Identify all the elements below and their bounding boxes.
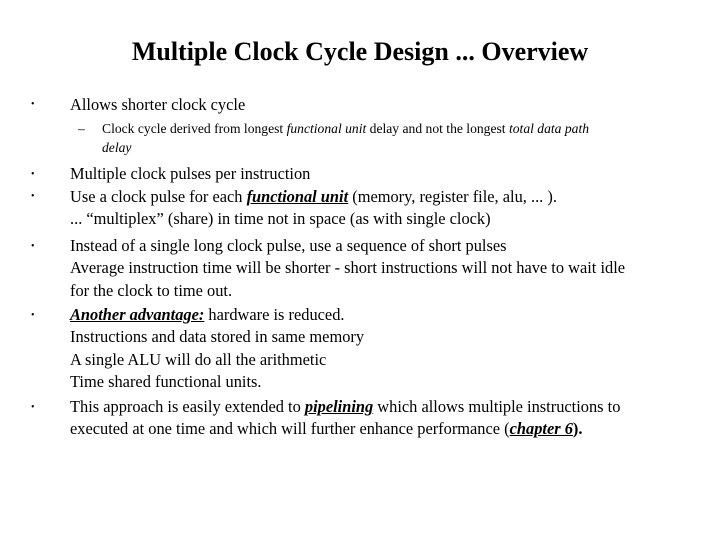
sub-text-functional-unit: functional unit <box>286 121 367 136</box>
sub-text-mid: delay and not the longest <box>366 121 509 136</box>
bullet-3-functional-unit: functional unit <box>246 187 349 206</box>
bullet-6-post: which allows multiple instructions to <box>373 397 621 416</box>
bullet-6-cont-post: ). <box>572 419 583 439</box>
bullet-6-text <box>70 396 690 441</box>
bullet-dot: • <box>31 241 35 252</box>
bullet-3-text <box>70 186 690 231</box>
bullet-6-pipelining: pipelining <box>304 397 374 416</box>
bullet-3-post: (memory, register file, alu, ... ). <box>348 187 557 206</box>
bullet-6-pre: This approach is easily extended to <box>70 397 305 416</box>
bullet-4-line2: Average instruction time will be shorter - short instructions will not have to wait idle <box>70 258 626 278</box>
bullet-dot: • <box>31 402 35 413</box>
slide-title: Multiple Clock Cycle Design ... Overview <box>131 37 589 66</box>
bullet-3-cont: ... “multiplex” (share) in time not in space (as with single clock) <box>70 209 491 229</box>
bullet-5-another-advantage: Another advantage: <box>70 305 205 324</box>
sub-text-pre: Clock cycle derived from longest <box>102 121 287 136</box>
bullet-5-line2: Instructions and data stored in same memory <box>70 327 365 347</box>
bullet-5-text <box>70 304 690 394</box>
sub-text-delay: delay <box>102 140 132 155</box>
bullet-dot: • <box>31 169 35 180</box>
bullet-dot: • <box>31 99 35 110</box>
bullet-dot: • <box>31 191 35 202</box>
bullet-4-line3: for the clock to time out. <box>70 280 233 300</box>
bullet-5-line4: Time shared functional units. <box>70 372 262 392</box>
bullet-5-post: hardware is reduced. <box>204 305 345 324</box>
bullet-2-text: Multiple clock pulses per instruction <box>70 164 311 183</box>
sub-bullet-dash: – <box>78 121 85 136</box>
bullet-6-cont-pre: executed at one time and which will further enhance performance ( <box>70 419 510 439</box>
bullet-4-line1: Instead of a single long clock pulse, use a sequence of short pulses <box>70 236 507 255</box>
bullet-4-text <box>70 235 690 302</box>
bullet-dot: • <box>31 310 35 321</box>
sub-bullet-text <box>102 119 702 157</box>
bullet-1-text: Allows shorter clock cycle <box>70 95 246 114</box>
bullet-6-chapter-6: chapter 6 <box>509 419 573 439</box>
bullet-3-pre: Use a clock pulse for each <box>70 187 247 206</box>
sub-text-total-data-path: total data path <box>508 121 590 136</box>
bullet-5-line3: A single ALU will do all the arithmetic <box>70 349 327 369</box>
